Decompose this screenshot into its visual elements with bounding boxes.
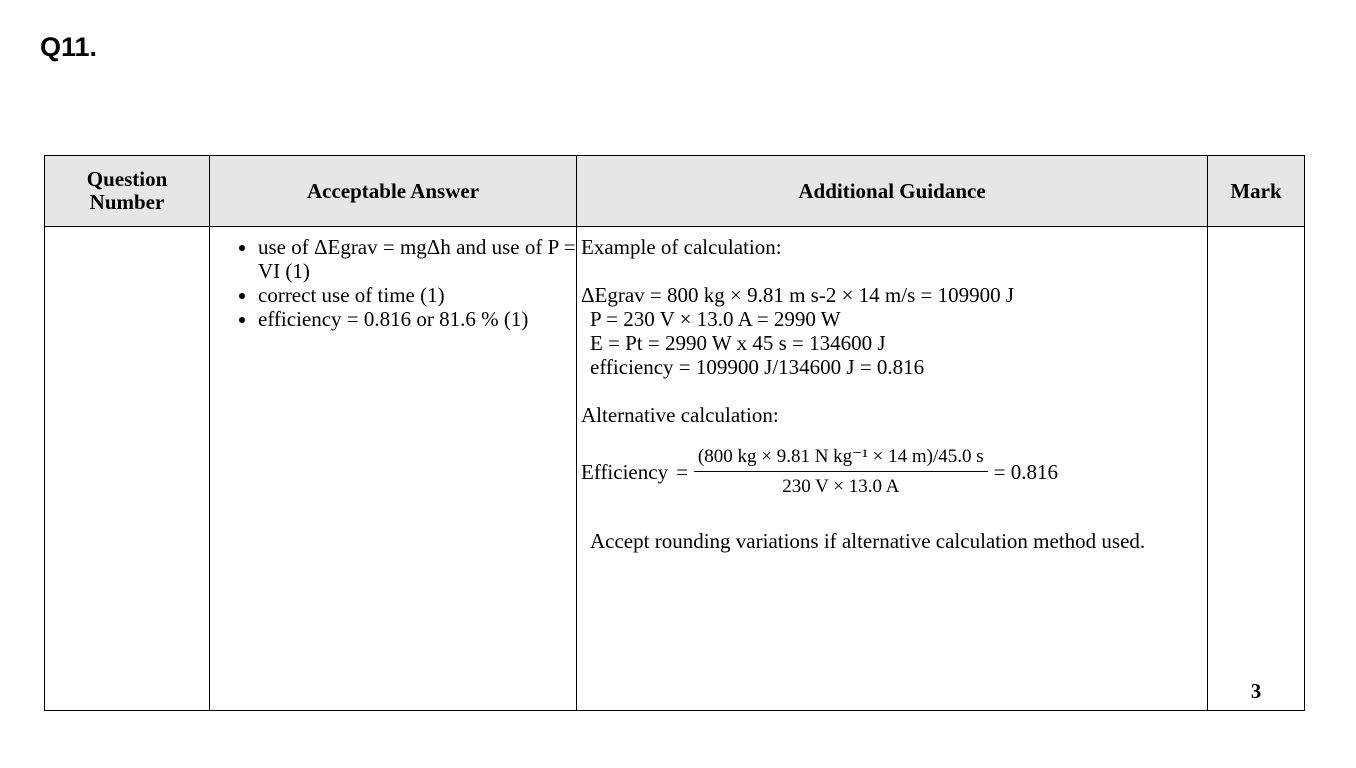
answer-point: • use of ΔEgrav = mgΔh and use of P = VI (1) xyxy=(258,235,576,283)
alt-denominator: 230 V × 13.0 A xyxy=(782,476,900,497)
header-additional-guidance: Additional Guidance xyxy=(577,156,1208,227)
calc-line-3: E = Pt = 2990 W x 45 s = 134600 J xyxy=(590,331,886,355)
guidance-content xyxy=(577,227,1207,710)
header-mark: Mark xyxy=(1208,156,1305,227)
question-number-cell xyxy=(45,227,210,711)
acceptable-answer-cell xyxy=(210,227,577,711)
mark-cell xyxy=(1208,227,1305,711)
question-label: Q11. xyxy=(40,32,98,62)
rounding-note: Accept rounding variations if alternative calculation method used. xyxy=(590,529,1146,553)
alt-heading: Alternative calculation: xyxy=(581,403,779,427)
alt-fraction xyxy=(694,445,988,499)
header-question-number: Question Number xyxy=(45,156,210,227)
additional-guidance-cell xyxy=(577,227,1208,711)
header-row xyxy=(45,156,1305,227)
answer-list xyxy=(210,235,576,331)
answer-point: • efficiency = 0.816 or 81.6 % (1) xyxy=(258,307,576,331)
alt-numerator: (800 kg × 9.81 N kg⁻¹ × 14 m)/45.0 s xyxy=(694,445,988,472)
calc-line-2: P = 230 V × 13.0 A = 2990 W xyxy=(590,307,841,331)
answer-row xyxy=(45,227,1305,711)
example-heading: Example of calculation: xyxy=(581,235,782,259)
header-acceptable-answer: Acceptable Answer xyxy=(210,156,577,227)
mark-value: 3 xyxy=(1250,679,1262,703)
calc-line-1: ΔEgrav = 800 kg × 9.81 m s-2 × 14 m/s = 109900 J xyxy=(581,283,1015,307)
alt-label: Efficiency xyxy=(581,460,669,484)
mark-scheme-table xyxy=(44,155,1305,711)
calc-line-4: efficiency = 109900 J/134600 J = 0.816 xyxy=(590,355,925,379)
alt-result: = 0.816 xyxy=(993,460,1058,484)
alt-equation: Efficiency = $\frac{\text{(800 kg × 9.81 N kg⁻¹ × 14 m)/45.0 s}}{230 V \times 13.0 A}$ = 0.816 xyxy=(581,446,1058,497)
answer-point: • correct use of time (1) xyxy=(258,283,576,307)
